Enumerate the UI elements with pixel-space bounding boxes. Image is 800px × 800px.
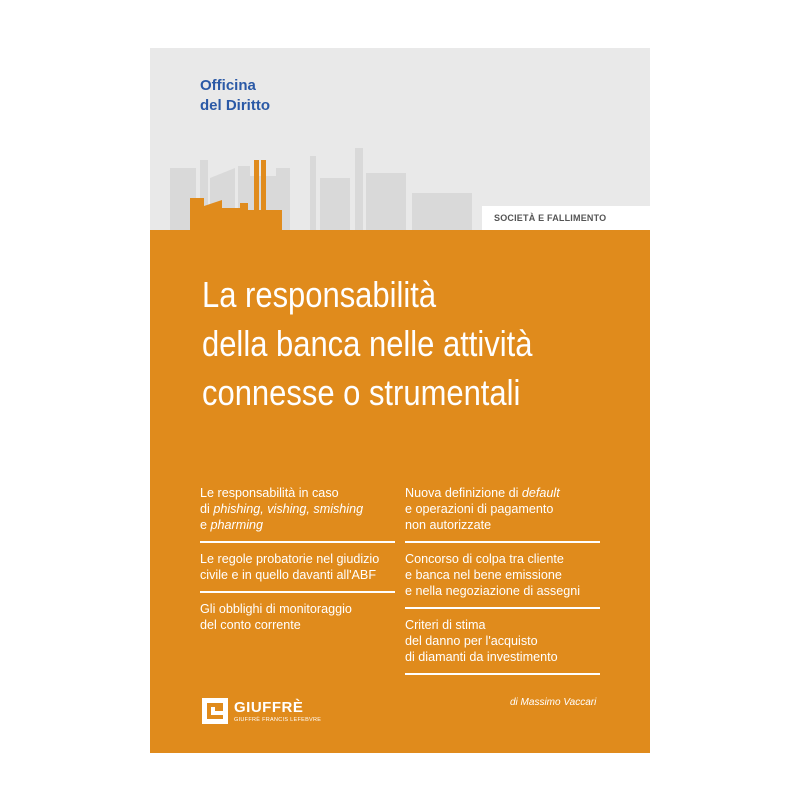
series-line-2: del Diritto bbox=[200, 97, 270, 114]
topic-text bbox=[200, 501, 395, 517]
title-line: La responsabilità bbox=[202, 274, 437, 315]
publisher-subtitle: GIUFFRÈ FRANCIS LEFEBVRE bbox=[234, 717, 322, 723]
topic-text: del conto corrente bbox=[200, 618, 301, 632]
topic-text: Concorso di colpa tra cliente bbox=[405, 552, 564, 566]
title-line: connesse o strumentali bbox=[202, 372, 521, 413]
topic-text: Gli obblighi di monitoraggio bbox=[200, 602, 352, 616]
topic-text: del danno per l'acquisto bbox=[405, 634, 538, 648]
publisher-name: GIUFFRÈ bbox=[234, 699, 304, 716]
topic-text-italic: phishing, vishing, smishing bbox=[213, 502, 364, 516]
topic-text: non autorizzate bbox=[405, 518, 492, 532]
series-name bbox=[200, 76, 270, 116]
topic-text bbox=[405, 485, 600, 501]
book-cover bbox=[150, 48, 650, 753]
topics-left-column bbox=[200, 484, 395, 641]
topic-text-plain: di bbox=[200, 502, 214, 516]
topic-item bbox=[405, 484, 600, 543]
topic-text: Le responsabilità in caso bbox=[200, 486, 339, 500]
author-credit: di Massimo Vaccari bbox=[510, 697, 597, 708]
category-label: SOCIETÀ E FALLIMENTO bbox=[494, 213, 607, 223]
topic-text: di diamanti da investimento bbox=[405, 650, 558, 664]
topic-text: e nella negoziazione di assegni bbox=[405, 584, 581, 598]
topic-item bbox=[200, 600, 395, 641]
topic-text: e banca nel bene emissione bbox=[405, 568, 562, 582]
topic-text-italic: pharming bbox=[210, 518, 264, 532]
series-line-1: Officina bbox=[200, 77, 256, 94]
title-line: della banca nelle attività bbox=[202, 323, 533, 364]
publisher-logo-icon bbox=[202, 698, 228, 724]
topic-text-italic: default bbox=[521, 486, 560, 500]
topic-item bbox=[200, 484, 395, 543]
topic-item bbox=[405, 550, 600, 609]
topic-text: Criteri di stima bbox=[405, 618, 486, 632]
topics-right-column bbox=[405, 484, 600, 682]
topic-text: e operazioni di pagamento bbox=[405, 502, 554, 516]
topic-text bbox=[200, 517, 395, 533]
topic-text: Le regole probatorie nel giudizio bbox=[200, 552, 380, 566]
topic-text-plain: Nuova definizione di bbox=[405, 486, 522, 500]
book-title bbox=[202, 270, 580, 417]
topic-text: civile e in quello davanti all'ABF bbox=[200, 568, 377, 582]
category-tab bbox=[482, 206, 650, 230]
topic-text-plain: e bbox=[200, 518, 211, 532]
topic-item bbox=[200, 550, 395, 593]
topic-item bbox=[405, 616, 600, 675]
